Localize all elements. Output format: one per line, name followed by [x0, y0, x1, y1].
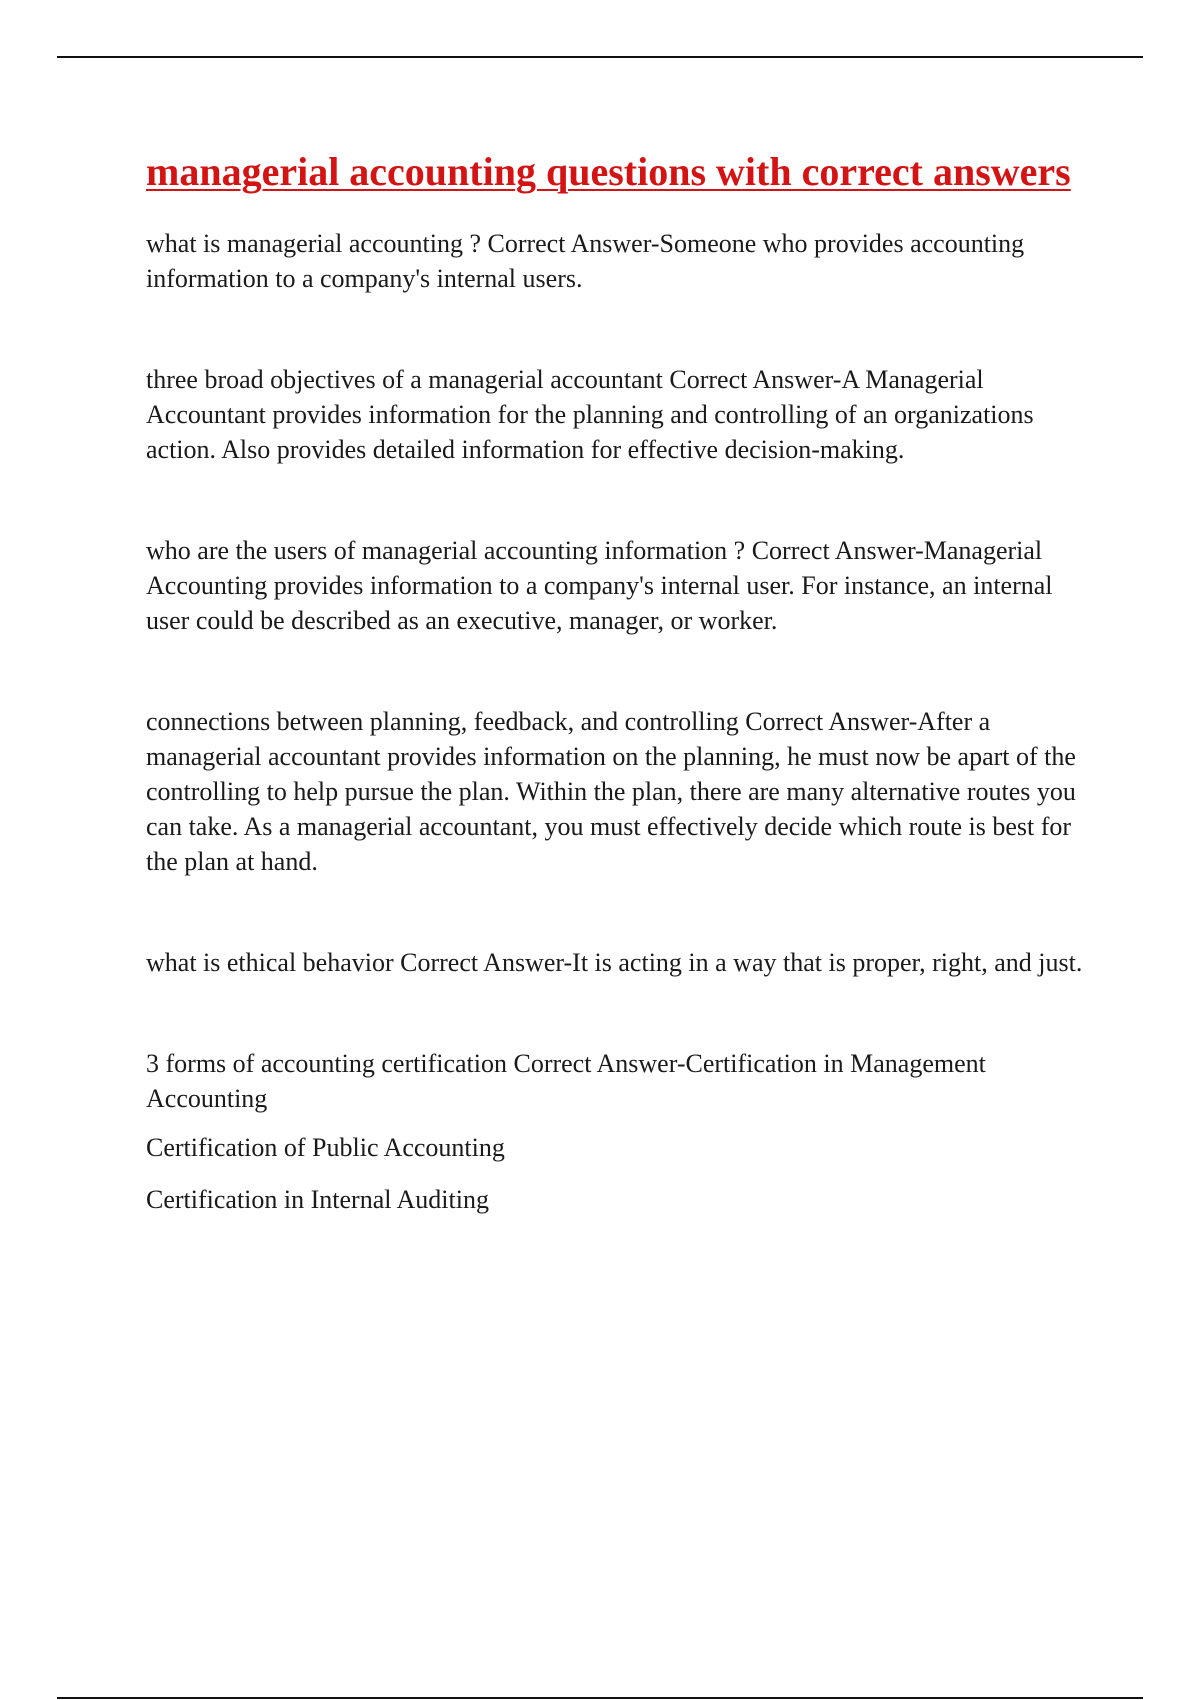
qa-entry-6: 3 forms of accounting certification Correct Answer-Certification in Management Accounting	[146, 1049, 986, 1113]
qa-entry-3: who are the users of managerial accounting information ? Correct Answer-Managerial Accounting provides information to a company's internal user. For instance, an internal user could be described as an executive, manager, or worker.	[146, 536, 1053, 635]
qa-entry-1: what is managerial accounting ? Correct Answer-Someone who provides accounting information to a company's internal users.	[146, 229, 1025, 293]
footer-rule	[57, 1697, 1143, 1699]
certification-item-public-accounting: Certification of Public Accounting	[146, 1133, 505, 1162]
document-body	[146, 144, 1096, 1217]
qa-entry-5: what is ethical behavior Correct Answer-It is acting in a way that is proper, right, and just.	[146, 948, 1083, 977]
header-rule	[57, 56, 1143, 58]
certification-item-internal-auditing: Certification in Internal Auditing	[146, 1185, 489, 1214]
document-title: managerial accounting questions with correct answers	[146, 149, 1071, 194]
qa-entry-4: connections between planning, feedback, and controlling Correct Answer-After a managerial accountant provides information on the planning, he must now be apart of the controlling to help pursue the plan. Within the plan, there are many alternative routes you can take. As a managerial accountant, you must effectively decide which route is best for the plan at hand.	[146, 707, 1076, 876]
qa-entry-2: three broad objectives of a managerial accountant Correct Answer-A Managerial Accountant provides information for the planning and controlling of an organizations action. Also provides detailed information for effective decision-making.	[146, 365, 1034, 464]
